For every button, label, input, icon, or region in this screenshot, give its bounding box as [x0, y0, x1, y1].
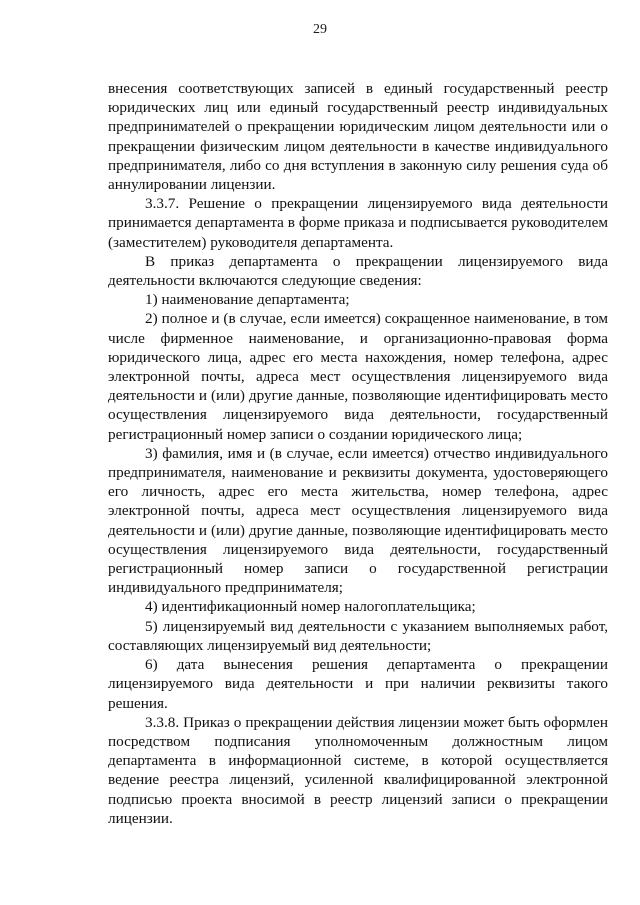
paragraph-continuation: внесения соответствующих записей в единый государственный реестр юридических лиц или единый государственный реестр индивидуальных предпринимателей о прекращении юридическим лицом деятельности или о прекращении физическим лицом деятельности в качестве индивидуального предпринимателя, либо со дня вступления в законную силу решения суда об аннулировании лицензии.: [108, 80, 608, 194]
paragraph-order-contents: В приказ департамента о прекращении лицензируемого вида деятельности включаются следующие сведения:: [108, 252, 608, 290]
list-item-1: 1) наименование департамента;: [145, 291, 350, 309]
page-number: 29: [313, 22, 327, 37]
list-item-6: 6) дата вынесения решения департамента о прекращении лицензируемого вида деятельности и при наличии реквизиты такого решения.: [108, 656, 608, 712]
list-item-2: 2) полное и (в случае, если имеется) сокращенное наименование, в том числе фирменное наименование, и организационно-правовая форма юридического лица, адрес его места нахождения, номер телефона, адрес электронной почты, адреса мест осуществления лицензируемого вида деятельности и (или) другие данные, позволяющие идентифицировать место осуществления лицензируемого вида деятельности, государственный регистрационный номер записи о создании юридического лица;: [108, 310, 608, 443]
document-body: [108, 79, 608, 828]
list-item-5: 5) лицензируемый вид деятельности с указанием выполняемых работ, составляющих лицензируемый вид деятельности;: [108, 617, 608, 654]
paragraph-3-3-7: 3.3.7. Решение о прекращении лицензируемого вида деятельности принимается департамента в форме приказа и подписывается руководителем (заместителем) руководителя департамента.: [108, 195, 608, 251]
paragraph-3-3-8: 3.3.8. Приказ о прекращении действия лицензии может быть оформлен посредством подписания уполномоченным должностным лицом департамента в информационной системе, в которой осуществляется ведение реестра лицензий, усиленной квалифицированной электронной подписью проекта вносимой в реестр лицензий записи о прекращении лицензии.: [108, 713, 608, 827]
list-item-3: 3) фамилия, имя и (в случае, если имеется) отчество индивидуального предпринимателя, наименование и реквизиты документа, удостоверяющего его личность, адрес его места жительства, номер телефона, адрес электронной почты, адреса мест осуществления лицензируемого вида деятельности и (или) другие данные, позволяющие идентифицировать место осуществления лицензируемого вида деятельности, государственный регистрационный номер записи о государственной регистрации индивидуального предпринимателя;: [108, 444, 608, 597]
list-item-4: 4) идентификационный номер налогоплательщика;: [145, 598, 476, 616]
